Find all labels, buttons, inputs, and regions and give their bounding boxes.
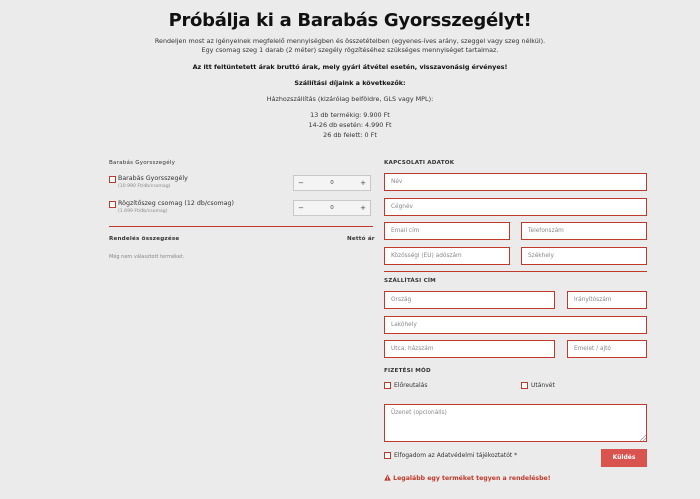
shipping-desc: Házhozszállítás (kizárólag belföldre, GLS vagy MPL): bbox=[266, 95, 434, 103]
warning-message bbox=[384, 474, 551, 482]
country-input[interactable]: Ország bbox=[384, 291, 555, 309]
cash-on-delivery-label: Utánvét bbox=[531, 382, 555, 389]
phone-input[interactable]: Telefonszám bbox=[521, 222, 647, 240]
intro-line-1: Rendeljen most az igényeinek megfelelő mennyiségben és összetételben (egyenes-íves arány, szeggel vagy szeg nélkül). bbox=[154, 37, 546, 45]
shipping-tier-1: 13 db termékig: 9.900 Ft bbox=[310, 111, 390, 119]
shipping-address-label: SZÁLLÍTÁSI CÍM bbox=[384, 278, 436, 284]
page-title: Próbálja ki a Barabás Gyorsszegélyt! bbox=[168, 10, 532, 31]
product-2-price: (1.699 Ft/db/csomag) bbox=[118, 209, 168, 214]
prepayment-checkbox[interactable] bbox=[384, 382, 391, 389]
divider-products bbox=[109, 226, 373, 227]
send-button[interactable]: Küldés bbox=[601, 449, 647, 467]
privacy-checkbox[interactable] bbox=[384, 452, 391, 459]
email-input[interactable]: Email cím bbox=[384, 222, 510, 240]
company-input[interactable]: Cégnév bbox=[384, 198, 647, 216]
intro-line-2: Egy csomag szeg 1 darab (2 méter) szegély rögzítéséhez szükséges mennyiséget tartalmaz. bbox=[201, 46, 499, 54]
products-section-label: Barabás Gyorsszegély bbox=[109, 160, 176, 166]
product-2-quantity[interactable]: 0 bbox=[330, 205, 334, 211]
product-2-minus-button[interactable]: − bbox=[298, 204, 304, 212]
product-2-plus-button[interactable]: + bbox=[360, 204, 366, 212]
contact-section-label: KAPCSOLATI ADATOK bbox=[384, 160, 455, 166]
message-textarea[interactable]: Üzenet (opcionális) bbox=[384, 404, 647, 442]
product-1-price: (10.990 Ft/db/csomag) bbox=[118, 184, 171, 189]
summary-empty-text: Még nem választott terméket. bbox=[109, 254, 185, 260]
product-2-name: Rögzítőszeg csomag (12 db/csomag) bbox=[118, 200, 234, 207]
product-1-minus-button[interactable]: − bbox=[298, 179, 304, 187]
product-row-2 bbox=[109, 200, 371, 222]
product-1-plus-button[interactable]: + bbox=[360, 179, 366, 187]
vat-number-input[interactable]: Közösségi (EU) adószám bbox=[384, 247, 510, 265]
resize-handle-icon[interactable] bbox=[640, 435, 646, 441]
prepayment-label: Előreutalás bbox=[394, 382, 428, 389]
street-input[interactable]: Utca, házszám bbox=[384, 340, 555, 358]
divider-contact bbox=[384, 271, 647, 272]
payment-section-label: FIZETÉSI MÓD bbox=[384, 368, 431, 374]
city-input[interactable]: Lakóhely bbox=[384, 316, 647, 334]
summary-label: Rendelés összegzése bbox=[109, 236, 180, 242]
product-row-1 bbox=[109, 175, 371, 197]
floor-door-input[interactable]: Emelet / ajtó bbox=[567, 340, 647, 358]
shipping-title: Szállítási díjaink a következők: bbox=[294, 79, 406, 87]
cash-on-delivery-checkbox[interactable] bbox=[521, 382, 528, 389]
product-1-name: Barabás Gyorsszegély bbox=[118, 175, 188, 182]
product-1-quantity-stepper bbox=[293, 175, 371, 191]
shipping-tier-3: 26 db felett: 0 Ft bbox=[323, 131, 377, 139]
product-2-checkbox[interactable] bbox=[109, 201, 116, 208]
product-1-checkbox[interactable] bbox=[109, 176, 116, 183]
price-note: Az itt feltüntetett árak bruttó árak, mely gyári átvétel esetén, visszavonásig érvényes! bbox=[192, 63, 508, 71]
shipping-tier-2: 14-26 db esetén: 4.990 Ft bbox=[308, 121, 392, 129]
seat-input[interactable]: Székhely bbox=[521, 247, 647, 265]
name-input[interactable]: Név bbox=[384, 173, 647, 191]
zip-input[interactable]: Irányítószám bbox=[567, 291, 647, 309]
warning-triangle-icon bbox=[384, 474, 391, 481]
product-1-quantity[interactable]: 0 bbox=[330, 180, 334, 186]
net-price-label: Nettó ár bbox=[347, 236, 375, 242]
privacy-label[interactable]: Elfogadom az Adatvédelmi tájékoztatót * bbox=[394, 452, 518, 459]
warning-text: Legalább egy terméket tegyen a rendelésbe! bbox=[393, 475, 551, 482]
product-2-quantity-stepper bbox=[293, 200, 371, 216]
